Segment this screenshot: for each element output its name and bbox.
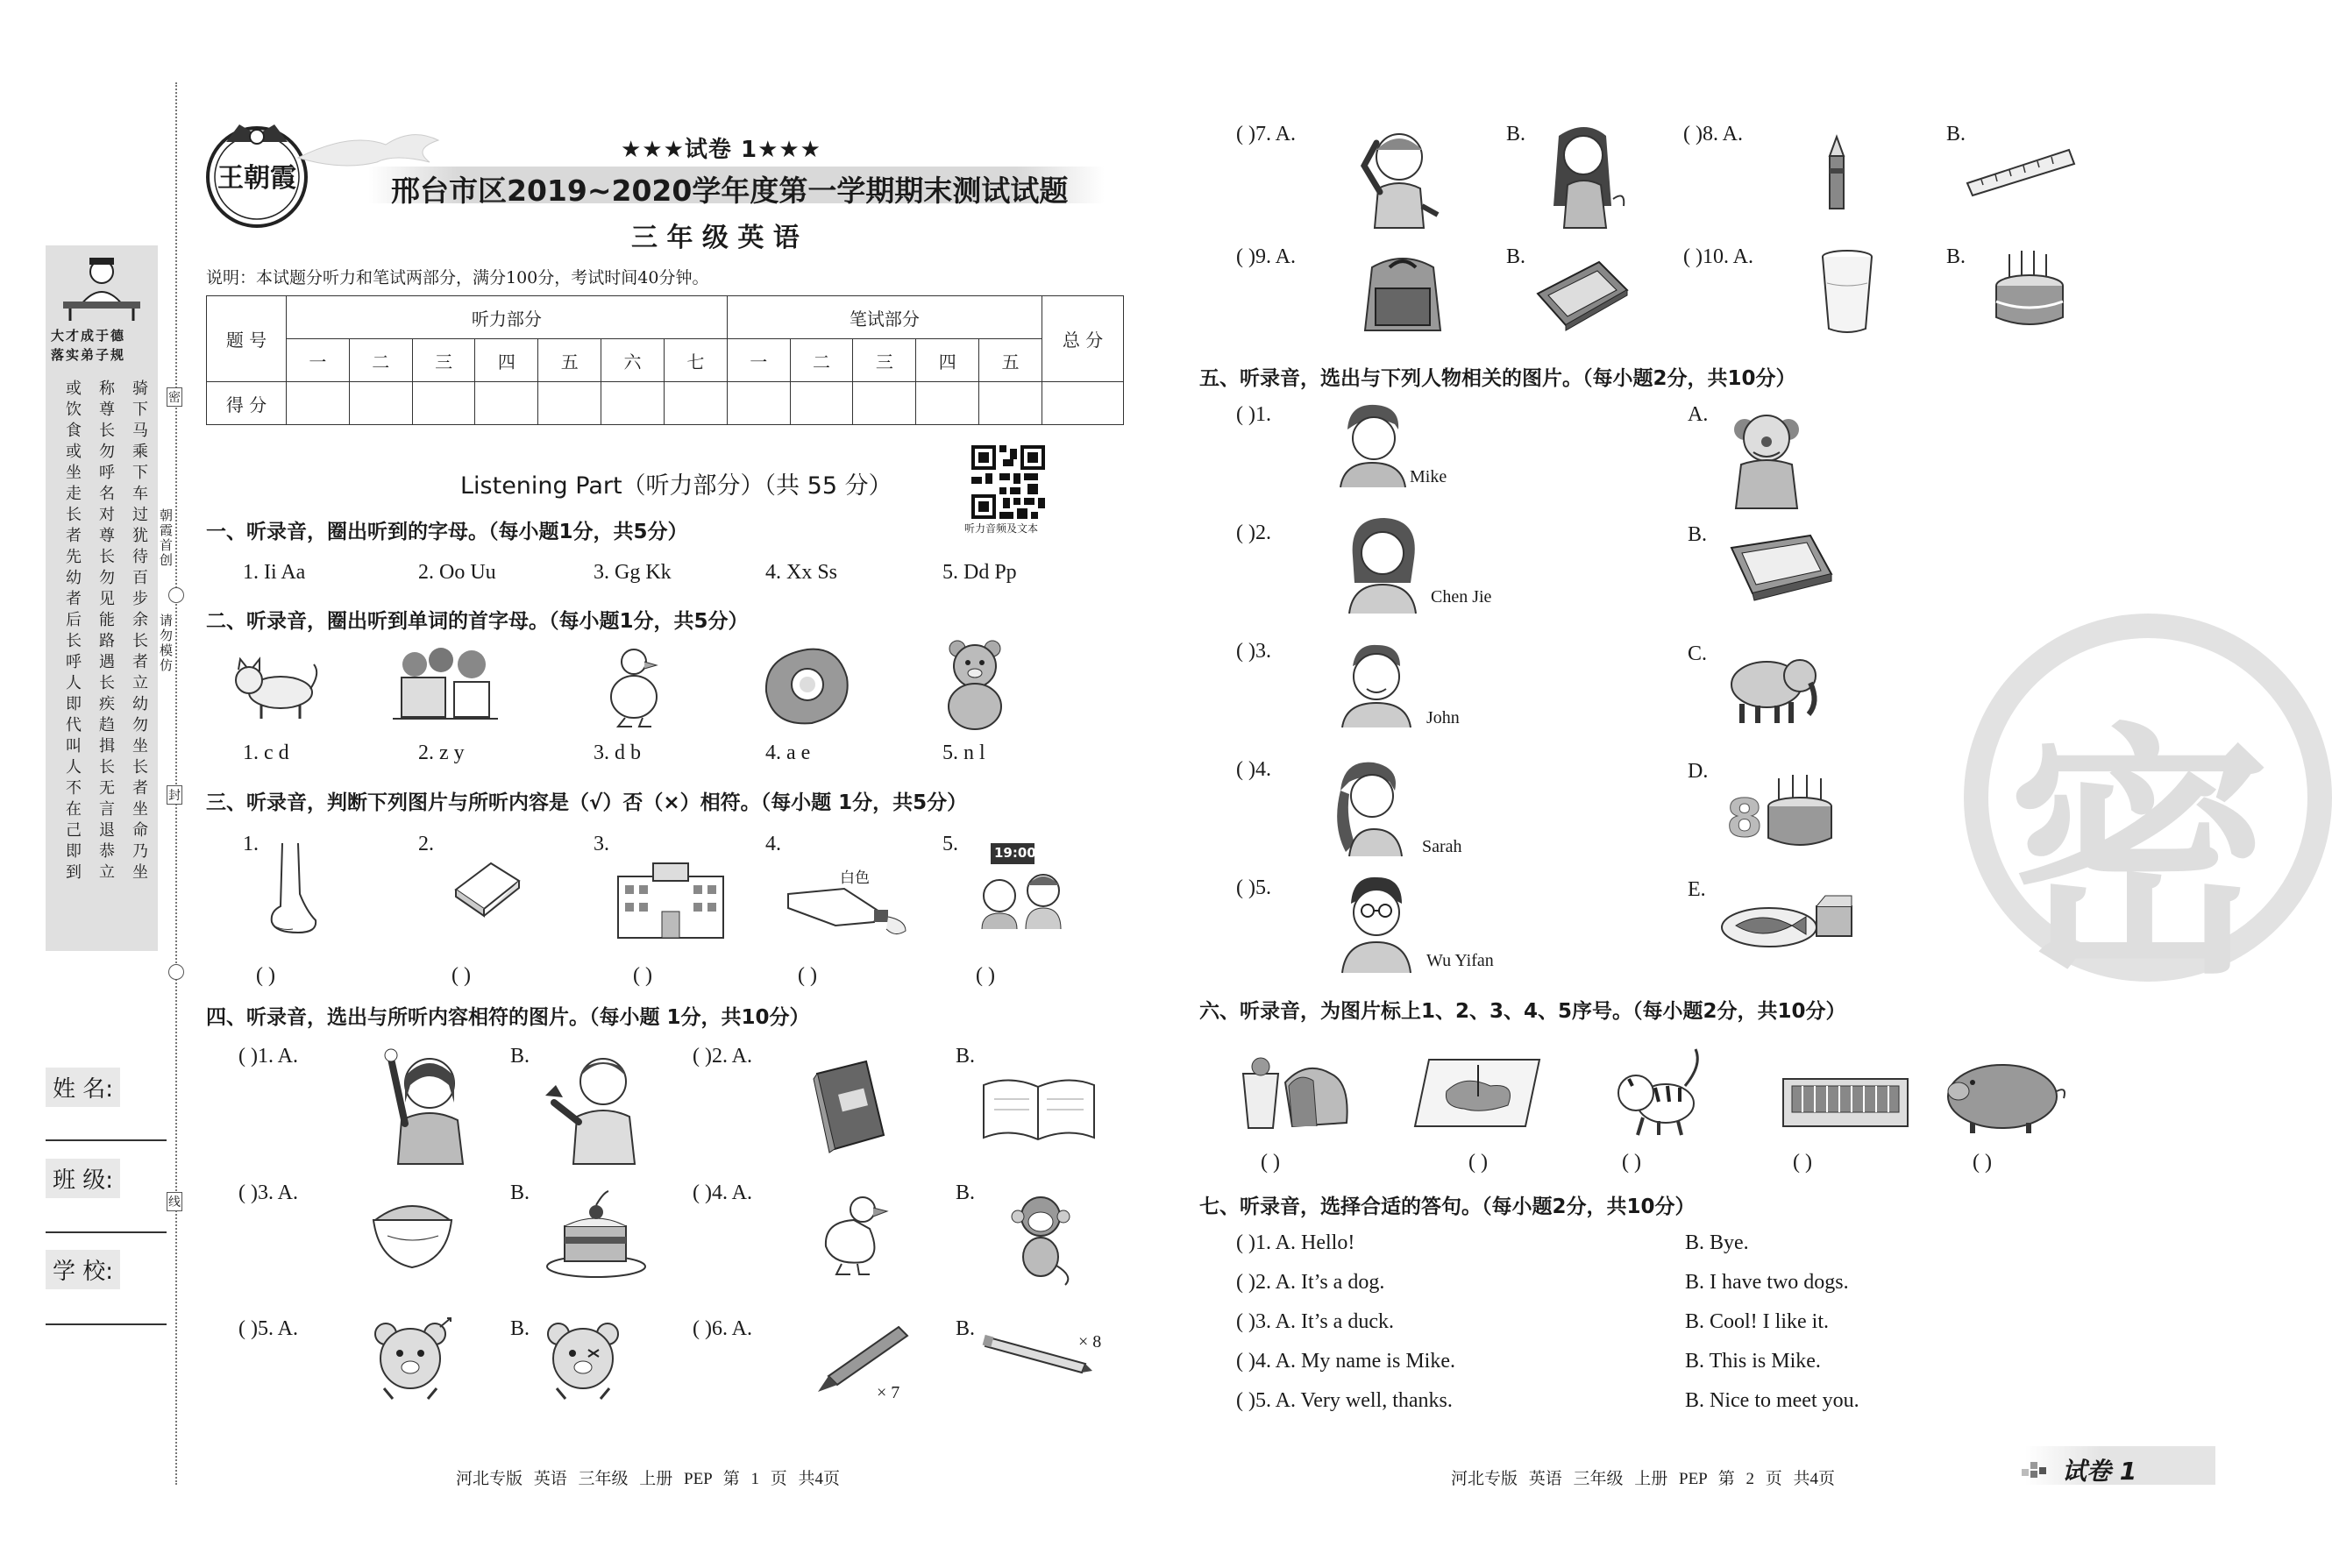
name-john: John bbox=[1426, 708, 1460, 727]
s7-q2-b[interactable]: B. I have two dogs. bbox=[1685, 1271, 1849, 1294]
s4-q8-a-image bbox=[1819, 133, 1854, 212]
section-7-heading: 七、听录音，选择合适的答句。（每小题2分，共10分） bbox=[1199, 1196, 1696, 1218]
school-label: 学 校: bbox=[46, 1250, 120, 1289]
score-cell[interactable] bbox=[790, 382, 853, 425]
fish-meal-image bbox=[1718, 883, 1859, 954]
listening-col: 一 bbox=[287, 339, 350, 382]
brand-name: 王朝霞 bbox=[217, 163, 296, 194]
tiger-image bbox=[1611, 1047, 1708, 1139]
s6-answer-1[interactable]: ( ) bbox=[1261, 1151, 1280, 1174]
s5-q3[interactable]: ( )3. bbox=[1236, 640, 1271, 663]
footer-tag-squares bbox=[2022, 1458, 2048, 1478]
school-building-image bbox=[609, 859, 732, 942]
s4-q6-b[interactable]: B. bbox=[956, 1317, 976, 1340]
s3-num-3: 3. bbox=[594, 833, 609, 855]
name-mike: Mike bbox=[1410, 467, 1447, 486]
s4-q6-a-count: × 7 bbox=[877, 1383, 900, 1402]
foot-image bbox=[263, 841, 333, 938]
exam-note: 说明：本试题分听力和笔试两部分，满分100分，考试时间40分钟。 bbox=[206, 268, 709, 287]
s4-q8-b-image bbox=[1964, 145, 2078, 197]
s5-option-a[interactable]: A. bbox=[1688, 403, 1709, 426]
written-col: 二 bbox=[790, 339, 853, 382]
s3-answer-1[interactable]: ( ) bbox=[256, 964, 275, 987]
s4-q5[interactable]: ( )5. A. bbox=[238, 1317, 298, 1340]
binding-dotted-line bbox=[175, 82, 177, 1485]
footer-tag: 试卷 1 bbox=[2062, 1457, 2137, 1486]
pig-image bbox=[1937, 1056, 2069, 1135]
s7-q4-b[interactable]: B. This is Mike. bbox=[1685, 1350, 1821, 1373]
s4-q8[interactable]: ( )8. A. bbox=[1683, 123, 1743, 145]
s1-item-5[interactable]: 5. Dd Pp bbox=[942, 561, 1017, 584]
s4-q9-b-image bbox=[1534, 259, 1631, 333]
s4-q5-a-image bbox=[366, 1315, 454, 1402]
section-4-heading: 四、听录音，选出与所听内容相符的图片。（每小题 1分，共10分） bbox=[206, 1006, 810, 1029]
side-mark-original: 朝霞首创 bbox=[160, 507, 174, 568]
s7-q5[interactable]: ( )5. A. Very well, thanks. bbox=[1236, 1389, 1453, 1412]
s6-answer-3[interactable]: ( ) bbox=[1622, 1151, 1641, 1174]
s2-item-2[interactable]: 2. z y bbox=[418, 741, 465, 764]
s2-item-4[interactable]: 4. a e bbox=[765, 741, 811, 764]
zoo-image bbox=[393, 647, 498, 726]
cat-image bbox=[226, 647, 323, 726]
listening-part-title: Listening Part（听力部分）（共 55 分） bbox=[460, 472, 892, 500]
name-wu-yifan: Wu Yifan bbox=[1426, 951, 1494, 970]
name-chen-jie: Chen Jie bbox=[1431, 587, 1492, 607]
s1-item-2[interactable]: 2. Oo Uu bbox=[418, 561, 496, 584]
s1-item-1[interactable]: 1. Ii Aa bbox=[243, 561, 306, 584]
binding-label-feng: 封 bbox=[167, 785, 182, 805]
listening-part-header: 听力部分 bbox=[287, 296, 728, 339]
bear-image bbox=[931, 636, 1019, 733]
rules-column-3: 或饮食或坐走长者先幼者后长呼人即代叫人不在己即到 bbox=[66, 380, 82, 882]
s7-q3[interactable]: ( )3. A. It’s a duck. bbox=[1236, 1310, 1394, 1333]
s4-q6-b-image bbox=[980, 1332, 1094, 1376]
clown-image bbox=[1727, 403, 1806, 508]
clock-time: 19:00 bbox=[994, 845, 1036, 861]
s4-q6-b-count: × 8 bbox=[1078, 1332, 1102, 1352]
score-cell[interactable] bbox=[1042, 382, 1124, 425]
s1-item-4[interactable]: 4. Xx Ss bbox=[765, 561, 838, 584]
elephant-image bbox=[1723, 644, 1824, 727]
score-cell[interactable] bbox=[853, 382, 916, 425]
s4-q10-b-image bbox=[1990, 244, 2069, 336]
s5-option-e[interactable]: E. bbox=[1688, 878, 1706, 901]
exam-title: 邢台市区2019~2020学年度第一学期期末测试试题 bbox=[391, 174, 1069, 208]
s1-item-3[interactable]: 3. Gg Kk bbox=[594, 561, 672, 584]
ruler-box-image bbox=[1780, 1065, 1911, 1131]
listening-col: 五 bbox=[538, 339, 601, 382]
s6-answer-5[interactable]: ( ) bbox=[1973, 1151, 1992, 1174]
s4-q4[interactable]: ( )4. A. bbox=[693, 1181, 752, 1204]
listening-col: 七 bbox=[664, 339, 727, 382]
written-col: 三 bbox=[853, 339, 916, 382]
s4-q3[interactable]: ( )3. A. bbox=[238, 1181, 298, 1204]
section-6-heading: 六、听录音，为图片标上1、2、3、4、5序号。（每小题2分，共10分） bbox=[1199, 1000, 1846, 1023]
s4-q9-b[interactable]: B. bbox=[1506, 245, 1526, 268]
name-field[interactable] bbox=[46, 1139, 167, 1141]
s7-q1[interactable]: ( )1. A. Hello! bbox=[1236, 1231, 1355, 1254]
s3-num-4: 4. bbox=[765, 833, 781, 855]
s4-q8-b[interactable]: B. bbox=[1946, 123, 1966, 145]
s2-item-5[interactable]: 5. n l bbox=[942, 741, 985, 764]
binding-circle-icon bbox=[168, 964, 184, 980]
svg-text:8: 8 bbox=[1726, 788, 1763, 849]
s6-answer-2[interactable]: ( ) bbox=[1468, 1151, 1488, 1174]
score-cell[interactable] bbox=[601, 382, 665, 425]
s4-q9[interactable]: ( )9. A. bbox=[1236, 245, 1296, 268]
s4-q1[interactable]: ( )1. A. bbox=[238, 1045, 298, 1068]
score-table bbox=[206, 295, 1124, 425]
sidebar-motto-1: 大才成于德 bbox=[51, 328, 126, 344]
s3-num-2: 2. bbox=[418, 833, 434, 855]
s7-q3-b[interactable]: B. Cool! I like it. bbox=[1685, 1310, 1829, 1333]
juice-bread-image bbox=[1236, 1047, 1359, 1135]
s5-option-c[interactable]: C. bbox=[1688, 642, 1708, 665]
score-cell[interactable] bbox=[916, 382, 979, 425]
class-label: 班 级: bbox=[46, 1159, 120, 1198]
mike-portrait bbox=[1337, 400, 1407, 487]
s7-q1-b[interactable]: B. Bye. bbox=[1685, 1231, 1749, 1254]
seal-character: 密 bbox=[2008, 703, 2271, 1009]
duck-image bbox=[601, 642, 671, 730]
s4-q2-b-image bbox=[980, 1068, 1098, 1146]
s4-q10-a-image bbox=[1817, 248, 1878, 336]
s4-q1-a-image bbox=[379, 1041, 475, 1164]
written-part-header: 笔试部分 bbox=[727, 296, 1042, 339]
s4-q7-b[interactable]: B. bbox=[1506, 123, 1526, 145]
row-label-question-no: 题 号 bbox=[207, 296, 287, 382]
s2-item-1[interactable]: 1. c d bbox=[243, 741, 289, 764]
s5-q2[interactable]: ( )2. bbox=[1236, 521, 1271, 544]
s4-q5-b-image bbox=[539, 1315, 627, 1402]
score-cell[interactable] bbox=[979, 382, 1042, 425]
score-cell[interactable] bbox=[664, 382, 727, 425]
s5-q1[interactable]: ( )1. bbox=[1236, 403, 1271, 426]
rules-column-1: 骑下马乘下车过犹待百步余长者立幼勿坐长者坐命乃坐 bbox=[132, 380, 148, 882]
s2-item-3[interactable]: 3. d b bbox=[594, 741, 641, 764]
footer-right: 河北专版 英语 三年级 上册 PEP 第 2 页 共4页 bbox=[1451, 1470, 1836, 1488]
s7-q5-b[interactable]: B. Nice to meet you. bbox=[1685, 1389, 1859, 1412]
score-cell[interactable] bbox=[538, 382, 601, 425]
written-col: 一 bbox=[727, 339, 790, 382]
school-field[interactable] bbox=[46, 1323, 167, 1325]
s3-num-5: 5. bbox=[942, 833, 958, 855]
s4-q2-a-image bbox=[805, 1056, 892, 1157]
class-field[interactable] bbox=[46, 1231, 167, 1233]
s5-q5[interactable]: ( )5. bbox=[1236, 876, 1271, 899]
written-col: 五 bbox=[979, 339, 1042, 382]
s4-q3-b[interactable]: B. bbox=[510, 1181, 530, 1204]
section-2-heading: 二、听录音，圈出听到单词的首字母。（每小题1分，共5分） bbox=[206, 610, 749, 633]
name-label: 姓 名: bbox=[46, 1068, 120, 1107]
listening-col: 二 bbox=[349, 339, 412, 382]
listening-col: 四 bbox=[475, 339, 538, 382]
s3-num-1: 1. bbox=[243, 833, 259, 855]
s4-q3-b-image bbox=[542, 1188, 651, 1280]
map-image bbox=[1411, 1056, 1543, 1131]
listening-col: 三 bbox=[412, 339, 475, 382]
score-cell[interactable] bbox=[349, 382, 412, 425]
s4-q1-b-image bbox=[542, 1041, 651, 1164]
s4-q4-b-image bbox=[1004, 1192, 1078, 1288]
s3-answer-2[interactable]: ( ) bbox=[451, 964, 471, 987]
rules-column-2: 称尊长勿呼名对尊长勿见能路遇长疾趋揖长无言退恭立 bbox=[99, 380, 115, 882]
s4-q3-a-image bbox=[366, 1190, 459, 1274]
wu-yifan-portrait bbox=[1337, 872, 1416, 973]
exam-subtitle: 三 年 级 英 语 bbox=[631, 223, 800, 253]
total-header: 总 分 bbox=[1042, 296, 1124, 382]
s4-q7[interactable]: ( )7. A. bbox=[1236, 123, 1296, 145]
section-1-heading: 一、听录音，圈出听到的字母。（每小题1分，共5分） bbox=[206, 521, 688, 543]
s4-q7-b-image bbox=[1532, 118, 1642, 228]
score-cell[interactable] bbox=[475, 382, 538, 425]
score-cell[interactable] bbox=[287, 382, 350, 425]
s4-q4-b[interactable]: B. bbox=[956, 1181, 976, 1204]
exam-badge: ★★★试卷 1★★★ bbox=[621, 137, 821, 163]
score-cell[interactable] bbox=[727, 382, 790, 425]
scholar-image bbox=[54, 252, 149, 323]
sidebar-motto-2: 落实弟子规 bbox=[51, 347, 126, 363]
binding-label-xian: 线 bbox=[167, 1192, 182, 1211]
s4-q5-b[interactable]: B. bbox=[510, 1317, 530, 1340]
section-5-heading: 五、听录音，选出与下列人物相关的图片。（每小题2分，共10分） bbox=[1199, 367, 1796, 390]
s4-q10[interactable]: ( )10. A. bbox=[1683, 245, 1753, 268]
qr-caption: 听力音频及文本 bbox=[964, 522, 1039, 535]
row-label-score: 得 分 bbox=[207, 382, 287, 425]
s7-q2[interactable]: ( )2. A. It’s a dog. bbox=[1236, 1271, 1385, 1294]
sidebar-rules bbox=[63, 379, 151, 940]
s4-q6[interactable]: ( )6. A. bbox=[693, 1317, 752, 1340]
section-3-heading: 三、听录音，判断下列图片与所听内容是（√）否（×）相符。（每小题 1分，共5分） bbox=[206, 791, 968, 814]
score-cell[interactable] bbox=[412, 382, 475, 425]
sarah-portrait bbox=[1328, 756, 1407, 856]
s5-option-b[interactable]: B. bbox=[1688, 523, 1708, 546]
pencil-box-image bbox=[1723, 530, 1837, 605]
binding-circle-icon bbox=[168, 587, 184, 603]
s4-q1-b[interactable]: B. bbox=[510, 1045, 530, 1068]
s6-answer-4[interactable]: ( ) bbox=[1793, 1151, 1812, 1174]
s4-q10-b[interactable]: B. bbox=[1946, 245, 1966, 268]
s5-option-d[interactable]: D. bbox=[1688, 760, 1709, 783]
s4-q9-a-image bbox=[1354, 250, 1451, 337]
paint-label: 白色 bbox=[840, 869, 870, 887]
s3-answer-4[interactable]: ( ) bbox=[798, 964, 817, 987]
side-mark-no-copy: 请勿模仿 bbox=[160, 613, 174, 673]
john-portrait bbox=[1337, 640, 1416, 727]
egg-image bbox=[759, 642, 856, 730]
listening-col: 六 bbox=[601, 339, 665, 382]
s5-q4[interactable]: ( )4. bbox=[1236, 758, 1271, 781]
chen-jie-portrait bbox=[1346, 513, 1420, 614]
footer-left: 河北专版 英语 三年级 上册 PEP 第 1 页 共4页 bbox=[456, 1470, 841, 1488]
eraser-image bbox=[447, 855, 526, 920]
name-sarah: Sarah bbox=[1422, 837, 1462, 856]
qr-code-image[interactable] bbox=[971, 445, 1045, 519]
s3-answer-3[interactable]: ( ) bbox=[633, 964, 652, 987]
s3-answer-5[interactable]: ( ) bbox=[976, 964, 995, 987]
s4-q2[interactable]: ( )2. A. bbox=[693, 1045, 752, 1068]
s4-q7-a-image bbox=[1350, 118, 1447, 228]
birthday-8-cake-image bbox=[1723, 770, 1841, 857]
written-col: 四 bbox=[916, 339, 979, 382]
s4-q4-a-image bbox=[815, 1190, 899, 1278]
binding-label-mi: 密 bbox=[167, 387, 182, 407]
s4-q2-b[interactable]: B. bbox=[956, 1045, 976, 1068]
s7-q4[interactable]: ( )4. A. My name is Mike. bbox=[1236, 1350, 1455, 1373]
